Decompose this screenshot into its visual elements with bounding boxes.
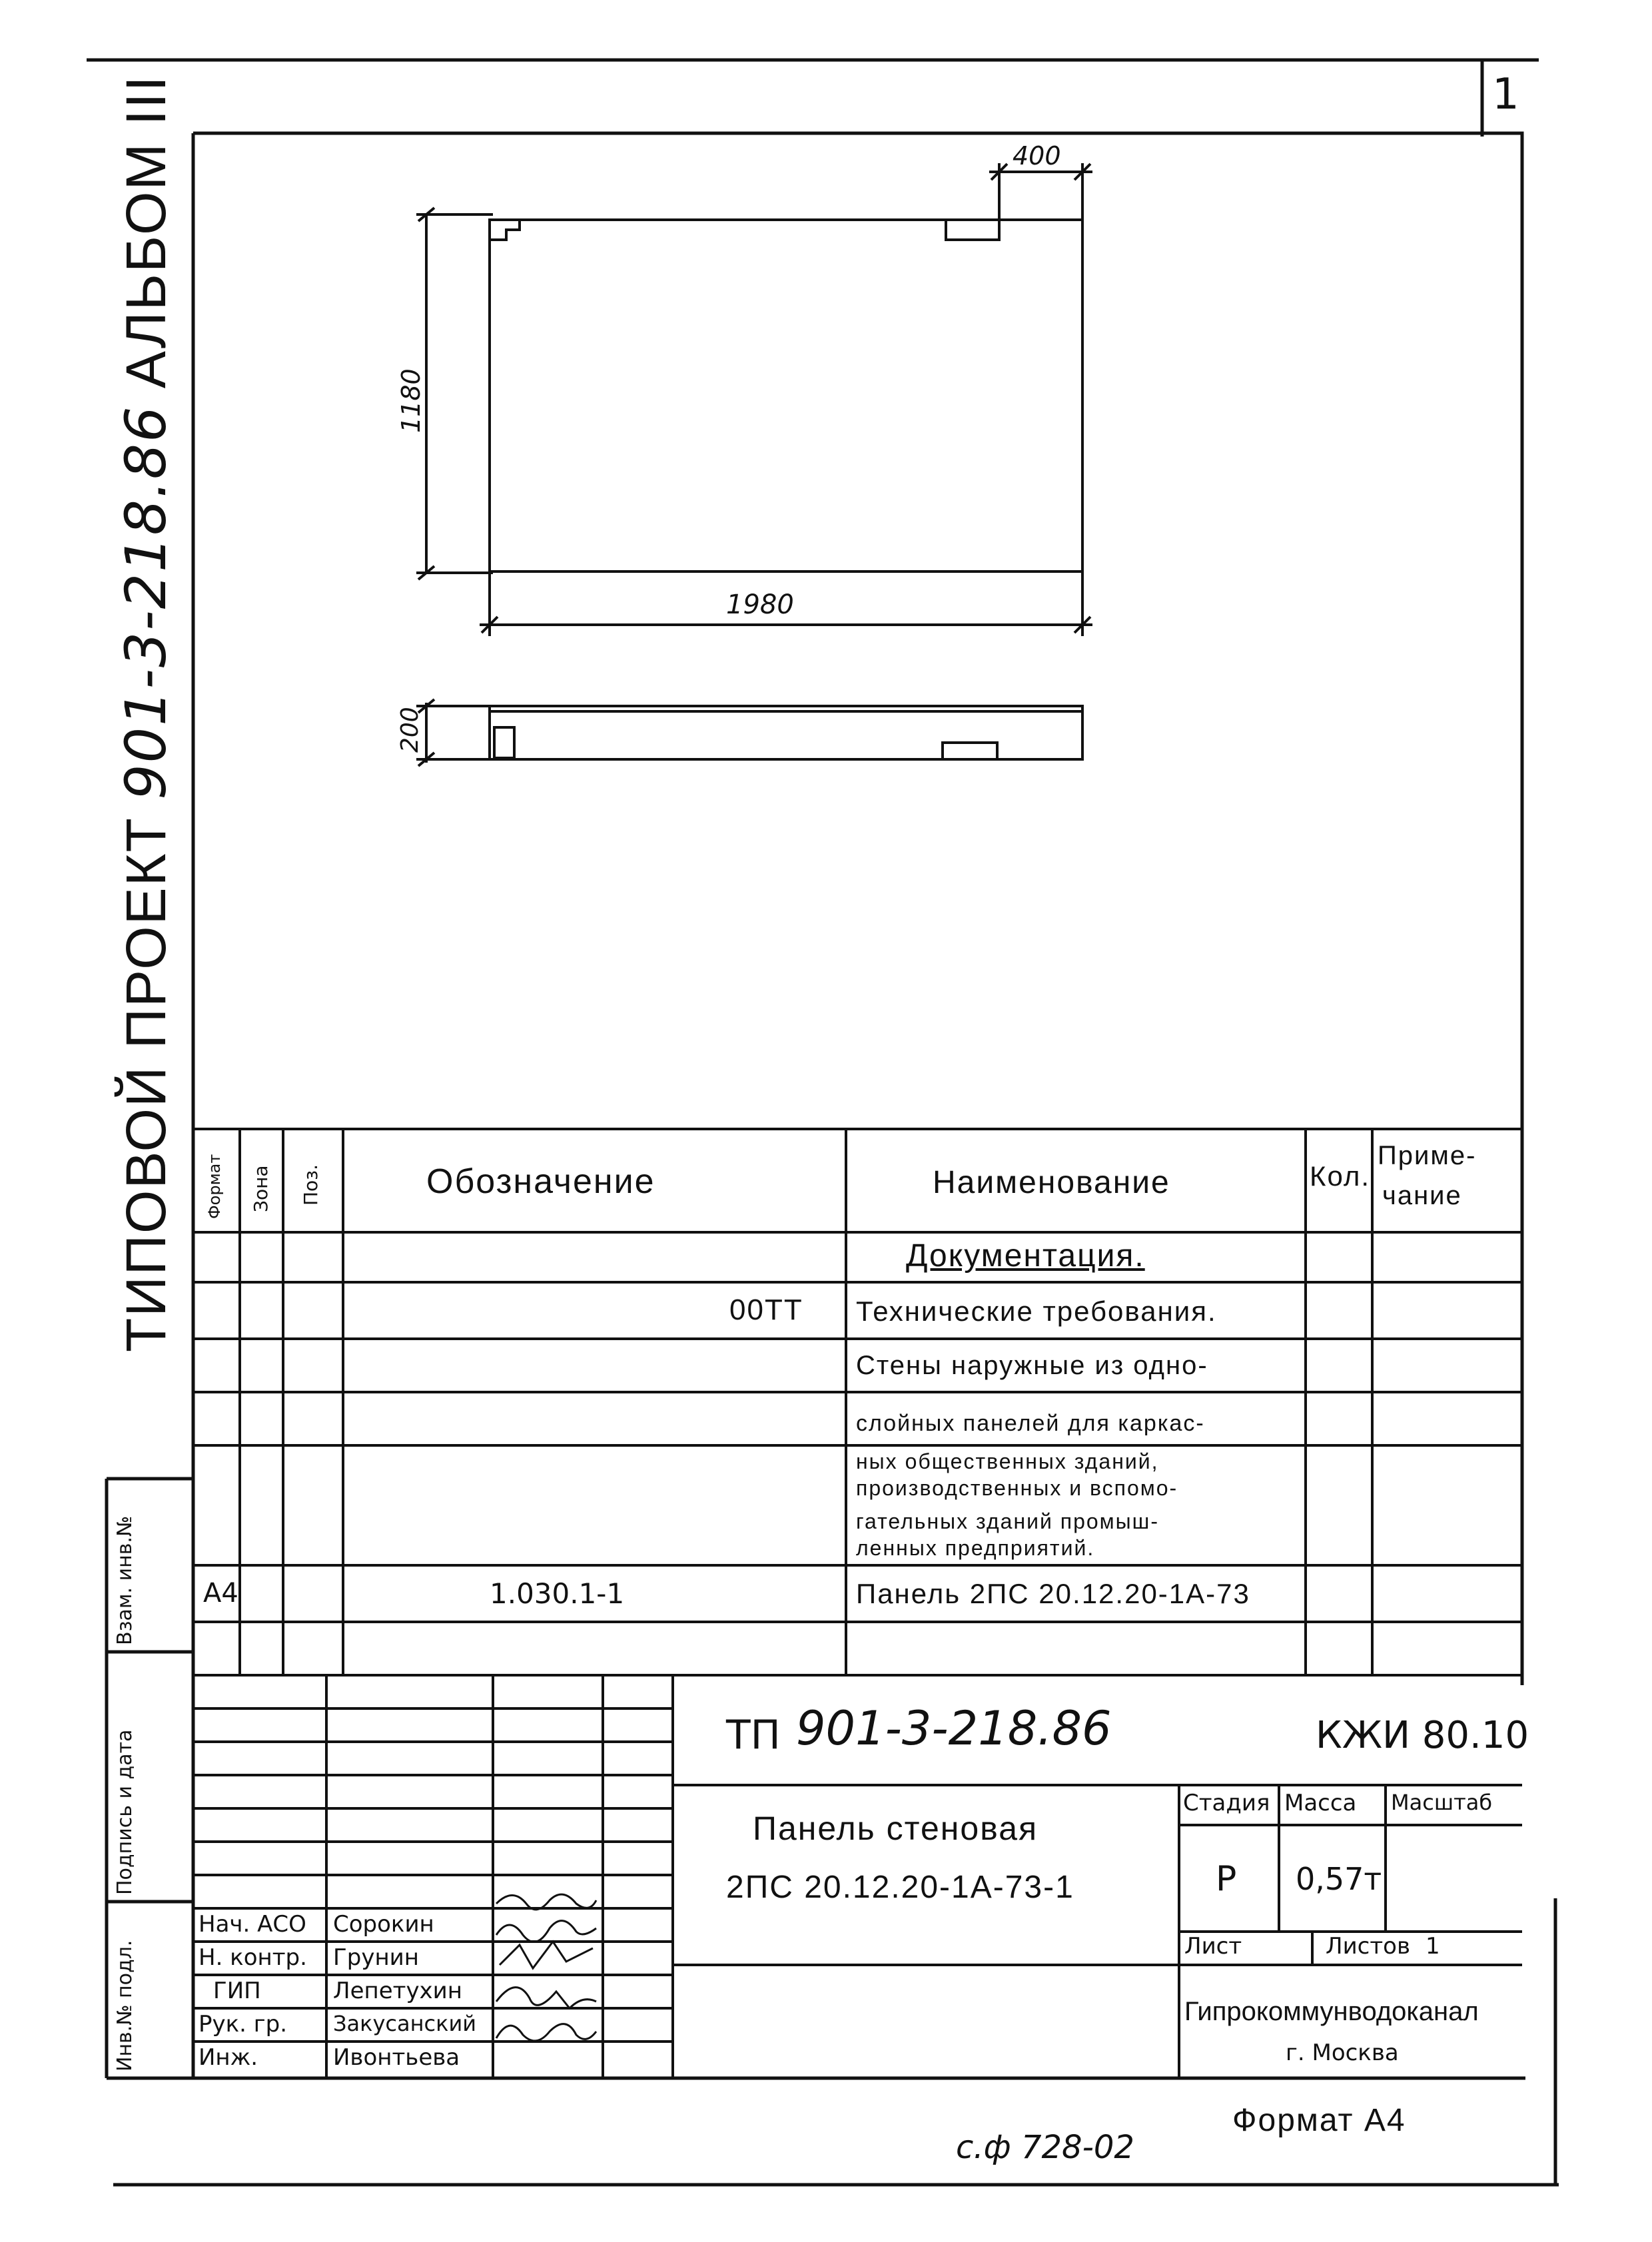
row-ott-name: Технические требования. (856, 1296, 1217, 1327)
signer-role-4: Рук. гр. (199, 2011, 288, 2038)
text-line-5: гательных зданий промыш- (856, 1509, 1159, 1533)
format-label: Формат А4 (1232, 2103, 1406, 2138)
tp-prefix: ТП (726, 1712, 781, 1758)
dim-width-top: 400 (1013, 141, 1061, 171)
signer-role-5: Инж. (199, 2044, 258, 2071)
signer-name-5: Ивонтьева (333, 2044, 460, 2071)
mass-value: 0,57т (1296, 1861, 1382, 1897)
vzam-inv-label: Взам. инв.№ (113, 1515, 137, 1645)
organization: Гипрокоммунводоканал (1184, 1997, 1479, 2026)
header-note-line1: Приме- (1378, 1141, 1477, 1170)
stage-label: Стадия (1183, 1790, 1270, 1816)
text-line-4: производственных и вспомо- (856, 1476, 1178, 1500)
header-designation: Обозначение (426, 1162, 655, 1201)
row-ott-designation: 00ТТ (729, 1294, 803, 1326)
text-line-3: ных общественных зданий, (856, 1449, 1159, 1473)
archive-number: с.ф 728-02 (956, 2129, 1134, 2166)
signer-role-2: Н. контр. (199, 1944, 307, 1971)
signer-name-1: Сорокин (333, 1911, 434, 1938)
text-line-1: Стены наружные из одно- (856, 1351, 1208, 1380)
scale-label: Масштаб (1391, 1790, 1493, 1815)
row-panel-format: А4 (203, 1578, 238, 1609)
city: г. Москва (1286, 2040, 1399, 2066)
dim-thickness: 200 (396, 707, 424, 753)
dim-height: 1180 (396, 368, 426, 433)
header-zone: Зона (250, 1165, 272, 1212)
podpis-data-label: Подпись и дата (113, 1729, 137, 1895)
signer-name-4: Закусанский (333, 2011, 477, 2036)
sheet-label: Лист (1184, 1933, 1242, 1960)
header-pos: Поз. (300, 1164, 322, 1206)
dim-length: 1980 (726, 589, 794, 620)
item-name-line1: Панель стеновая (753, 1810, 1038, 1847)
header-format: Формат (205, 1154, 224, 1219)
header-qty: Кол. (1310, 1160, 1371, 1192)
row-panel-name: Панель 2ПС 20.12.20-1А-73 (856, 1578, 1250, 1609)
signer-role-1: Нач. АСО (199, 1911, 306, 1938)
signer-name-3: Лепетухин (333, 1978, 463, 2004)
header-note-line2: чание (1382, 1181, 1462, 1210)
inv-podl-label: Инв.№ подл. (113, 1940, 137, 2071)
section-title: Документация. (906, 1238, 1145, 1274)
code: КЖИ 80.10 (1316, 1714, 1529, 1757)
signature-scribbles (496, 1894, 596, 2041)
side-title-album: АЛЬБОМ III (115, 75, 177, 389)
item-name-line2: 2ПС 20.12.20-1А-73-1 (726, 1870, 1074, 1905)
tp-number: 901-3-218.86 (796, 1701, 1112, 1756)
text-line-6: ленных предприятий. (856, 1536, 1095, 1560)
text-line-2: слойных панелей для каркас- (856, 1411, 1205, 1436)
stage-value: Р (1216, 1859, 1237, 1899)
signer-name-2: Грунин (333, 1944, 419, 1971)
side-title (113, 75, 179, 1352)
mass-label: Масса (1284, 1790, 1357, 1816)
side-title-line1: ТИПОВОЙ ПРОЕКТ (115, 817, 177, 1352)
row-panel-designation: 1.030.1-1 (490, 1577, 625, 1610)
sheets-label: Листов (1326, 1933, 1411, 1960)
corner-sheet-number: 1 (1492, 70, 1519, 119)
side-title-project-no: 901-3-218.86 (113, 405, 179, 800)
header-name: Наименование (933, 1165, 1170, 1200)
sheets-value: 1 (1426, 1933, 1440, 1960)
signer-role-3: ГИП (213, 1978, 261, 2004)
